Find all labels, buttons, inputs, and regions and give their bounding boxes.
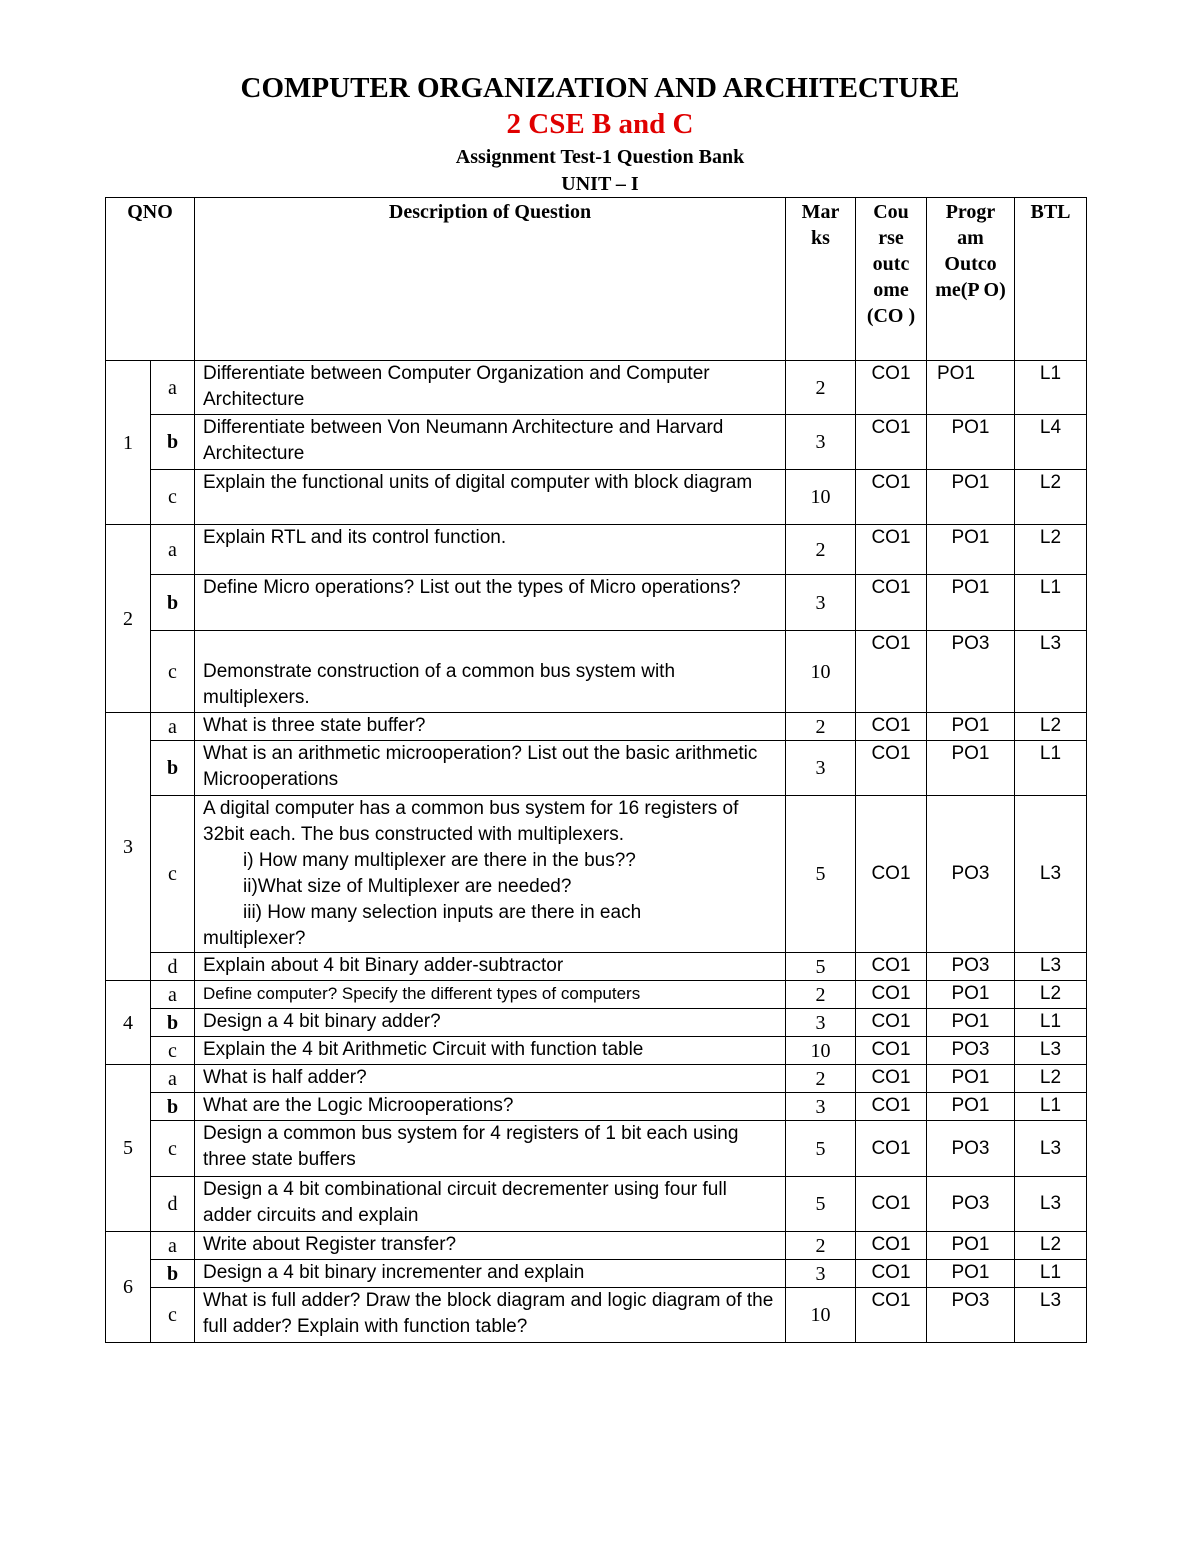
po-cell: PO1	[927, 741, 1015, 796]
table-row	[106, 1121, 1087, 1177]
sub-cell: d	[151, 953, 195, 981]
co-cell: CO1	[856, 361, 927, 415]
description-cell: Define Micro operations? List out the types of Micro operations?	[195, 575, 786, 631]
po-cell: PO3	[927, 953, 1015, 981]
description-cell: What is full adder? Draw the block diagram and logic diagram of the full adder? Explain with function table?	[195, 1288, 786, 1343]
description-cell: Differentiate between Von Neumann Architecture and Harvard Architecture	[195, 415, 786, 470]
sub-cell: b	[151, 1093, 195, 1121]
marks-cell: 2	[786, 1232, 856, 1260]
table-row	[106, 470, 1087, 525]
qno-cell: 1	[106, 361, 151, 525]
document-title: COMPUTER ORGANIZATION AND ARCHITECTURE	[240, 72, 960, 104]
marks-cell: 10	[786, 1288, 856, 1343]
description-cell: Design a 4 bit binary adder?	[195, 1009, 786, 1037]
table-row	[106, 981, 1087, 1009]
header-btl: BTL	[1015, 198, 1087, 361]
btl-cell: L2	[1015, 713, 1087, 741]
sub-cell: c	[151, 1037, 195, 1065]
btl-cell: L1	[1015, 361, 1087, 415]
btl-cell: L3	[1015, 953, 1087, 981]
description-cell: Define computer? Specify the different types of computers	[195, 981, 786, 1009]
description-cell: Explain the functional units of digital computer with block diagram	[195, 470, 786, 525]
btl-cell: L1	[1015, 1093, 1087, 1121]
po-cell: PO1	[927, 1093, 1015, 1121]
description-cell: What is three state buffer?	[195, 713, 786, 741]
description-cell: Demonstrate construction of a common bus system with multiplexers.	[195, 631, 786, 713]
unit-heading: UNIT – I	[561, 173, 639, 195]
btl-cell: L3	[1015, 1121, 1087, 1177]
description-intro: A digital computer has a common bus system for 16 registers of 32bit each. The bus constructed with multiplexers.	[203, 798, 739, 845]
table-row	[106, 1009, 1087, 1037]
co-cell: CO1	[856, 631, 927, 713]
description-cell: Explain the 4 bit Arithmetic Circuit with function table	[195, 1037, 786, 1065]
description-cell: What is an arithmetic microoperation? List out the basic arithmetic Microoperations	[195, 741, 786, 796]
co-cell: CO1	[856, 1288, 927, 1343]
co-cell: CO1	[856, 1177, 927, 1232]
po-cell: PO1	[927, 1009, 1015, 1037]
co-cell: CO1	[856, 953, 927, 981]
po-cell: PO1	[927, 575, 1015, 631]
description-cell: What are the Logic Microoperations?	[195, 1093, 786, 1121]
marks-cell: 3	[786, 1093, 856, 1121]
co-cell: CO1	[856, 1009, 927, 1037]
marks-cell: 10	[786, 1037, 856, 1065]
marks-cell: 2	[786, 981, 856, 1009]
header-marks: Mar ks	[786, 198, 856, 361]
co-cell: CO1	[856, 713, 927, 741]
marks-cell: 3	[786, 1009, 856, 1037]
header-course-outcome: Cou rse outc ome (CO )	[856, 198, 927, 361]
btl-cell: L1	[1015, 1009, 1087, 1037]
po-cell: PO3	[927, 1121, 1015, 1177]
class-subtitle: 2 CSE B and C	[506, 108, 694, 140]
sub-cell: c	[151, 1288, 195, 1343]
co-cell: CO1	[856, 1121, 927, 1177]
po-cell: PO3	[927, 631, 1015, 713]
table-row	[106, 713, 1087, 741]
table-row	[106, 415, 1087, 470]
marks-cell: 3	[786, 415, 856, 470]
table-row	[106, 953, 1087, 981]
table-row	[106, 1037, 1087, 1065]
table-header-row	[106, 198, 1087, 361]
table-row	[106, 1093, 1087, 1121]
po-cell: PO1	[927, 525, 1015, 575]
btl-cell: L4	[1015, 415, 1087, 470]
po-cell: PO1	[927, 713, 1015, 741]
qno-cell: 4	[106, 981, 151, 1065]
table-row	[106, 1065, 1087, 1093]
marks-cell: 10	[786, 631, 856, 713]
qno-cell: 3	[106, 713, 151, 981]
po-cell: PO1	[927, 1260, 1015, 1288]
description-cell: Differentiate between Computer Organization and Computer Architecture	[195, 361, 786, 415]
po-cell: PO1	[927, 1232, 1015, 1260]
header-program-outcome: Progr am Outco me(P O)	[927, 198, 1015, 361]
co-cell: CO1	[856, 981, 927, 1009]
btl-cell: L1	[1015, 575, 1087, 631]
table-row	[106, 361, 1087, 415]
marks-cell: 2	[786, 713, 856, 741]
header-description: Description of Question	[195, 198, 786, 361]
description-cell	[195, 796, 786, 953]
co-cell: CO1	[856, 525, 927, 575]
sub-cell: c	[151, 470, 195, 525]
table-row	[106, 796, 1087, 953]
co-cell: CO1	[856, 741, 927, 796]
co-cell: CO1	[856, 1093, 927, 1121]
table-row	[106, 1232, 1087, 1260]
sub-cell: b	[151, 1260, 195, 1288]
marks-cell: 5	[786, 1121, 856, 1177]
co-cell: CO1	[856, 415, 927, 470]
sub-cell: c	[151, 796, 195, 953]
table-row	[106, 1288, 1087, 1343]
po-cell: PO3	[927, 1288, 1015, 1343]
description-cell: Explain RTL and its control function.	[195, 525, 786, 575]
description-part-iii: iii) How many selection inputs are there in each	[243, 902, 642, 923]
btl-cell: L1	[1015, 741, 1087, 796]
table-row	[106, 575, 1087, 631]
marks-cell: 3	[786, 741, 856, 796]
btl-cell: L3	[1015, 796, 1087, 953]
sub-cell: a	[151, 1065, 195, 1093]
qno-cell: 5	[106, 1065, 151, 1232]
qno-cell: 6	[106, 1232, 151, 1343]
po-cell: PO3	[927, 1177, 1015, 1232]
sub-cell: b	[151, 741, 195, 796]
description-cell: Design a 4 bit combinational circuit decrementer using four full adder circuits and explain	[195, 1177, 786, 1232]
table-row	[106, 741, 1087, 796]
co-cell: CO1	[856, 575, 927, 631]
btl-cell: L1	[1015, 1260, 1087, 1288]
po-cell: PO1	[927, 1065, 1015, 1093]
description-cell: Write about Register transfer?	[195, 1232, 786, 1260]
sub-cell: b	[151, 415, 195, 470]
po-cell: PO1	[927, 415, 1015, 470]
sub-cell: c	[151, 1121, 195, 1177]
description-cell: Design a common bus system for 4 registers of 1 bit each using three state buffers	[195, 1121, 786, 1177]
table-row	[106, 631, 1087, 713]
btl-cell: L3	[1015, 631, 1087, 713]
question-bank-table	[105, 197, 1087, 1343]
sub-cell: a	[151, 1232, 195, 1260]
sub-cell: a	[151, 361, 195, 415]
description-cell: What is half adder?	[195, 1065, 786, 1093]
po-cell: PO3	[927, 1037, 1015, 1065]
marks-cell: 5	[786, 796, 856, 953]
sub-cell: b	[151, 1009, 195, 1037]
co-cell: CO1	[856, 1260, 927, 1288]
sub-cell: b	[151, 575, 195, 631]
description-part-i: i) How many multiplexer are there in the bus??	[243, 850, 636, 871]
co-cell: CO1	[856, 1065, 927, 1093]
po-cell: PO1	[927, 361, 1015, 415]
co-cell: CO1	[856, 796, 927, 953]
description-cell: Design a 4 bit binary incrementer and explain	[195, 1260, 786, 1288]
btl-cell: L2	[1015, 1232, 1087, 1260]
marks-cell: 5	[786, 953, 856, 981]
marks-cell: 3	[786, 575, 856, 631]
marks-cell: 2	[786, 361, 856, 415]
btl-cell: L3	[1015, 1288, 1087, 1343]
marks-cell: 5	[786, 1177, 856, 1232]
btl-cell: L2	[1015, 1065, 1087, 1093]
table-row	[106, 1260, 1087, 1288]
sub-cell: a	[151, 981, 195, 1009]
co-cell: CO1	[856, 1037, 927, 1065]
co-cell: CO1	[856, 470, 927, 525]
co-cell: CO1	[856, 1232, 927, 1260]
btl-cell: L3	[1015, 1177, 1087, 1232]
po-cell: PO3	[927, 796, 1015, 953]
table-row	[106, 1177, 1087, 1232]
btl-cell: L3	[1015, 1037, 1087, 1065]
sub-cell: d	[151, 1177, 195, 1232]
sub-cell: a	[151, 525, 195, 575]
po-cell: PO1	[927, 470, 1015, 525]
qno-cell: 2	[106, 525, 151, 713]
table-row	[106, 525, 1087, 575]
po-cell: PO1	[927, 981, 1015, 1009]
marks-cell: 2	[786, 1065, 856, 1093]
btl-cell: L2	[1015, 525, 1087, 575]
description-tail: multiplexer?	[203, 928, 306, 949]
btl-cell: L2	[1015, 470, 1087, 525]
marks-cell: 10	[786, 470, 856, 525]
description-part-ii: ii)What size of Multiplexer are needed?	[243, 876, 572, 897]
description-cell: Explain about 4 bit Binary adder-subtractor	[195, 953, 786, 981]
marks-cell: 2	[786, 525, 856, 575]
sub-cell: c	[151, 631, 195, 713]
btl-cell: L2	[1015, 981, 1087, 1009]
marks-cell: 3	[786, 1260, 856, 1288]
test-name: Assignment Test-1 Question Bank	[455, 146, 745, 168]
header-qno: QNO	[106, 198, 195, 361]
sub-cell: a	[151, 713, 195, 741]
